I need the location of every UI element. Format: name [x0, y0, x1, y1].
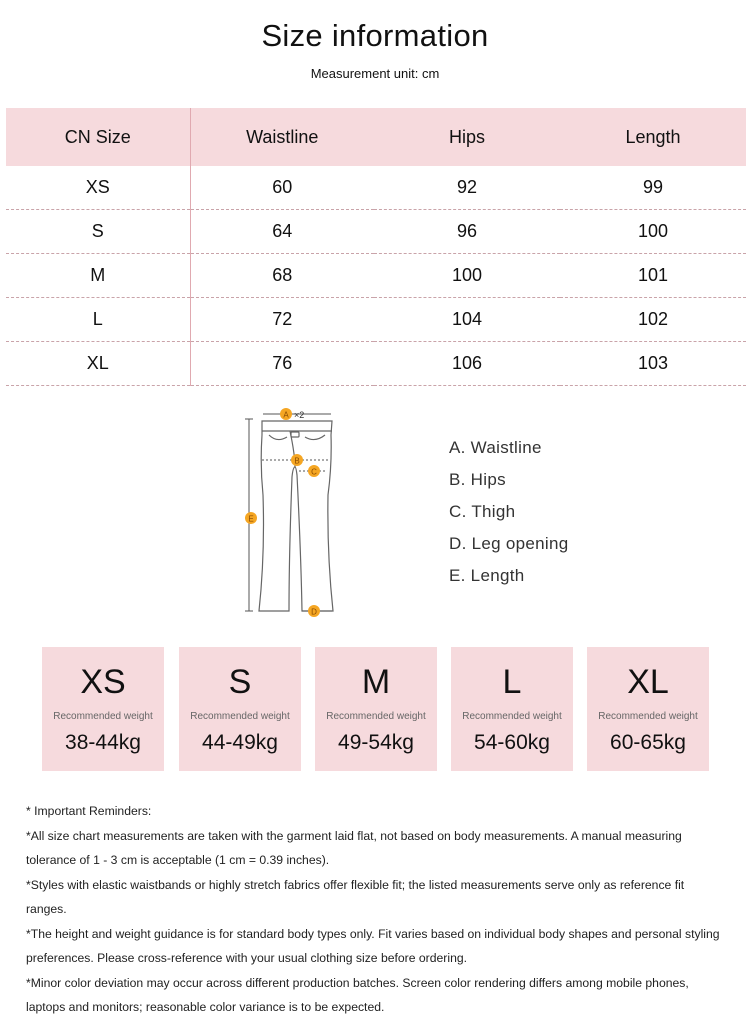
reminders-heading: * Important Reminders: — [26, 804, 152, 818]
weight-card-label: Recommended weight — [598, 711, 698, 722]
table-row — [6, 298, 746, 342]
table-header-row — [6, 108, 746, 166]
weight-card-size: XS — [80, 663, 126, 701]
weight-card-range: 54-60kg — [474, 731, 550, 754]
table-cell: 102 — [560, 298, 746, 342]
marker-a-multiplier: ×2 — [294, 410, 305, 420]
legend-item-length: E. Length — [449, 566, 525, 585]
column-header: Hips — [374, 108, 560, 166]
pants-outline — [259, 421, 333, 611]
pants-measurement-diagram — [235, 405, 345, 625]
marker-b — [291, 454, 303, 466]
weight-card-size: XL — [627, 663, 669, 701]
measurement-legend — [449, 432, 569, 592]
weight-card-label: Recommended weight — [190, 711, 290, 722]
weight-card-size: M — [361, 663, 391, 701]
table-cell: 60 — [190, 166, 374, 210]
table-cell: 104 — [374, 298, 560, 342]
reminder-line: *Minor color deviation may occur across different production batches. Screen color rendering differs among mobile phones, laptops and monitors; reasonable color variance is to be expected. — [26, 975, 689, 1014]
svg-text:A: A — [283, 410, 289, 420]
size-table — [6, 108, 746, 386]
recommended-weight-cards — [42, 647, 712, 771]
table-cell: 100 — [560, 210, 746, 254]
weight-card-range: 44-49kg — [202, 731, 278, 754]
column-header: Length — [560, 108, 746, 166]
reminder-line: *Styles with elastic waistbands or highly stretch fabrics offer flexible fit; the listed measurements serve only as reference fit ranges. — [26, 877, 685, 916]
weight-card-range: 38-44kg — [65, 731, 141, 754]
table-cell: M — [6, 254, 190, 298]
weight-card-s — [179, 647, 301, 771]
table-row — [6, 342, 746, 386]
table-cell: 64 — [190, 210, 374, 254]
weight-card-xl — [587, 647, 709, 771]
table-cell: 103 — [560, 342, 746, 386]
reminder-line: *The height and weight guidance is for standard body types only. Fit varies based on individual body shapes and personal styling preferences. Please cross-reference with your usual clothing size before ordering. — [26, 926, 720, 965]
weight-card-l — [451, 647, 573, 771]
svg-text:D: D — [311, 607, 317, 617]
marker-c — [308, 465, 320, 477]
weight-card-xs — [42, 647, 164, 771]
weight-card-size: S — [228, 663, 252, 701]
table-cell: 100 — [374, 254, 560, 298]
weight-card-m — [315, 647, 437, 771]
weight-card-range: 49-54kg — [338, 731, 414, 754]
table-cell: 101 — [560, 254, 746, 298]
svg-text:C: C — [311, 467, 317, 477]
legend-item-hips: B. Hips — [449, 470, 506, 489]
legend-item-thigh: C. Thigh — [449, 502, 516, 521]
table-cell: S — [6, 210, 190, 254]
page-title: Size information — [261, 18, 489, 53]
marker-a — [280, 408, 292, 420]
legend-item-waistline: A. Waistline — [449, 438, 542, 457]
table-cell: XS — [6, 166, 190, 210]
important-reminders — [26, 799, 726, 1020]
table-row — [6, 254, 746, 298]
weight-card-size: L — [502, 663, 522, 701]
table-cell: XL — [6, 342, 190, 386]
table-cell: 96 — [374, 210, 560, 254]
marker-e — [245, 512, 257, 524]
table-row — [6, 166, 746, 210]
table-row — [6, 210, 746, 254]
table-cell: 92 — [374, 166, 560, 210]
column-header: Waistline — [190, 108, 374, 166]
svg-text:B: B — [294, 456, 300, 466]
weight-card-label: Recommended weight — [326, 711, 426, 722]
table-cell: L — [6, 298, 190, 342]
table-cell: 76 — [190, 342, 374, 386]
column-header: CN Size — [6, 108, 190, 166]
legend-item-leg-opening: D. Leg opening — [449, 534, 569, 553]
table-cell: 68 — [190, 254, 374, 298]
table-cell: 72 — [190, 298, 374, 342]
svg-text:E: E — [248, 514, 254, 524]
weight-card-label: Recommended weight — [462, 711, 562, 722]
reminder-line: *All size chart measurements are taken with the garment laid flat, not based on body measurements. A manual measuring tolerance of 1 - 3 cm is acceptable (1 cm = 0.39 inches). — [26, 828, 682, 867]
table-cell: 99 — [560, 166, 746, 210]
weight-card-label: Recommended weight — [53, 711, 153, 722]
marker-d — [308, 605, 320, 617]
table-cell: 106 — [374, 342, 560, 386]
weight-card-range: 60-65kg — [610, 731, 686, 754]
measurement-unit-note: Measurement unit: cm — [310, 66, 440, 81]
